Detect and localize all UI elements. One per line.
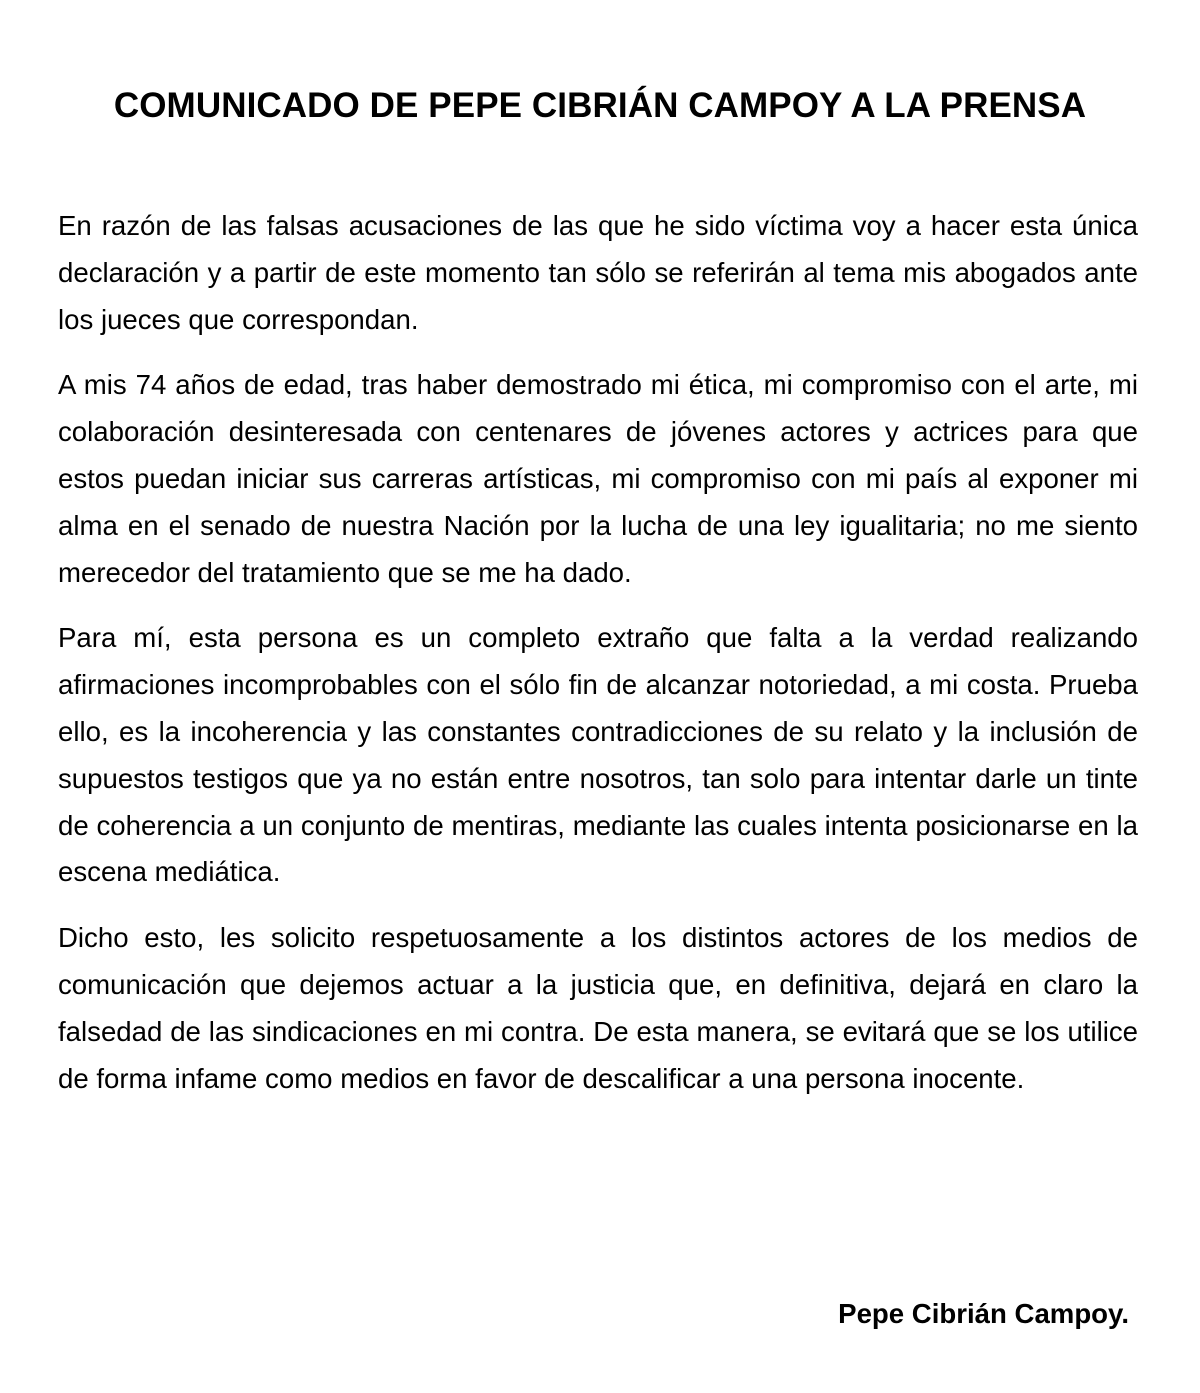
signature: Pepe Cibrián Campoy. <box>838 1298 1129 1329</box>
document-title: COMUNICADO DE PEPE CIBRIÁN CAMPOY A LA PRENSA <box>113 86 1087 125</box>
paragraph-1: En razón de las falsas acusaciones de las que he sido víctima voy a hacer esta única declaración y a partir de este momento tan sólo se referirán al tema mis abogados ante los jueces que correspondan. <box>58 210 1138 335</box>
paragraph-4: Dicho esto, les solicito respetuosamente a los distintos actores de los medios de comunicación que dejemos actuar a la justicia que, en definitiva, dejará en claro la falsedad de las sindicaciones en mi contra. De esta manera, se evitará que se los utilice de forma infame como medios en favor de descalificar a una persona inocente. <box>58 922 1138 1094</box>
document-body <box>58 203 1138 1121</box>
paragraph-2: A mis 74 años de edad, tras haber demostrado mi ética, mi compromiso con el arte, mi colaboración desinteresada con centenares de jóvenes actores y actrices para que estos puedan iniciar sus carreras artísticas, mi compromiso con mi país al exponer mi alma en el senado de nuestra Nación por la lucha de una ley igualitaria; no me siento merecedor del tratamiento que se me ha dado. <box>58 369 1138 588</box>
paragraph-3: Para mí, esta persona es un completo extraño que falta a la verdad realizando afirmaciones incomprobables con el sólo fin de alcanzar notoriedad, a mi costa. Prueba ello, es la incoherencia y las constantes contradicciones de su relato y la inclusión de supuestos testigos que ya no están entre nosotros, tan solo para intentar darle un tinte de coherencia a un conjunto de mentiras, mediante las cuales intenta posicionarse en la escena mediática. <box>58 622 1138 888</box>
